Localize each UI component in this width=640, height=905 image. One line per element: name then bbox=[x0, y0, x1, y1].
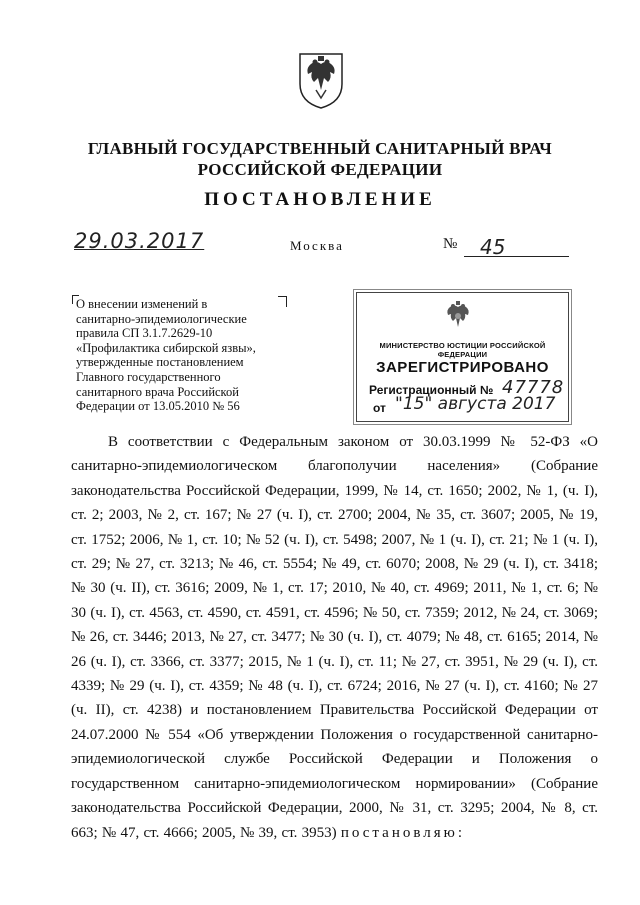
closing-word: постановляю: bbox=[340, 824, 465, 841]
authority-line-1: ГЛАВНЫЙ ГОСУДАРСТВЕННЫЙ САНИТАРНЫЙ ВРАЧ bbox=[87, 139, 553, 158]
stamp-registered: ЗАРЕГИСТРИРОВАНО bbox=[376, 359, 549, 376]
document-subject bbox=[76, 297, 291, 414]
stamp-reg-number: 47778 bbox=[502, 377, 565, 398]
document-number: 45 bbox=[480, 235, 506, 259]
subject-line: О внесении изменений в bbox=[76, 297, 208, 311]
subject-line: санитарного врача Российской bbox=[76, 384, 239, 399]
subject-line: «Профилактика сибирской язвы», bbox=[76, 340, 256, 355]
document-type-title: ПОСТАНОВЛЕНИЕ bbox=[204, 189, 436, 210]
stamp-from-label: от bbox=[373, 401, 386, 415]
subject-line: санитарно-эпидемиологические bbox=[76, 311, 247, 326]
authority-line-2: РОССИЙСКОЙ ФЕДЕРАЦИИ bbox=[197, 160, 443, 179]
stamp-ministry: МИНИСТЕРСТВО ЮСТИЦИИ РОССИЙСКОЙ ФЕДЕРАЦИИ bbox=[379, 341, 546, 359]
preamble-paragraph bbox=[71, 430, 598, 845]
preamble-text: В соответствии с Федеральным законом от 30.03.1999 № 52-ФЗ «О санитарно-эпидемиологическом благополучии населения» (Собрание законодательства Российской Федерации, 1999, № 14, ст. 1650; 2002, № 1, (ч. I), ст. 2; 2003, № 2, ст. 167; № 27 (ч. I), ст. 2700; 2004, № 35, ст. 3607; 2005, № 19, ст. 1752; 2006, № 1, ст. 10; № 52 (ч. I), ст. 5498; 2007, № 1 (ч. I), ст. 21; № 1 (ч. I), ст. 29; № 27, ст. 3213; № 46, ст. 5554; № 49, ст. 6070; 2008, № 29 (ч. I), ст. 3418; № 30 (ч. II), ст. 3616; 2009, № 1, ст. 17; 2010, № 40, ст. 4969; 2011, № 1, ст. 6; № 30 (ч. I), ст. 4563, ст. 4590, ст. 4591, ст. 4596; № 50, ст. 7359; 2012, № 24, ст. 3069; № 26, ст. 3446; 2013, № 27, ст. 3477; № 30 (ч. I), ст. 4079; № 48, ст. 6165; 2014, № 26 (ч. I), ст. 3366, ст. 3377; 2015, № 1 (ч. I), ст. 11; № 27, ст. 3951, № 29 (ч. I), ст. 4339; № 29 (ч. I), ст. 4359; № 48 (ч. I), ст. 6724; 2016, № 27 (ч. I), ст. 4160; № 27 (ч. II), ст. 4238) и постановлением Правительства Российской Федерации от 24.07.2000 № 554 «Об утверждении Положения о государственной санитарно-эпидемиологической службе Российской Федерации и Положения о государственном санитарно-эпидемиологическом нормировании» (Собрание законодательства Российской Федерации, 2000, № 31, ст. 3295; 2004, № 8, ст. 663; № 47, ст. 4666; 2005, № 39, ст. 3953) bbox=[71, 434, 598, 841]
subject-line: утвержденные постановлением bbox=[76, 355, 244, 370]
russian-coat-of-arms-icon bbox=[296, 50, 346, 110]
stamp-emblem-icon bbox=[441, 299, 475, 337]
subject-line: Федерации от 13.05.2010 № 56 bbox=[76, 399, 240, 414]
document-city: Москва bbox=[290, 238, 344, 253]
stamp-reg-label: Регистрационный № bbox=[369, 383, 494, 397]
number-label: № bbox=[443, 236, 458, 252]
subject-line: правила СП 3.1.7.2629-10 bbox=[76, 326, 213, 341]
document-date: 29.03.2017 bbox=[74, 229, 205, 253]
issuing-authority bbox=[0, 138, 640, 180]
registration-stamp bbox=[356, 292, 569, 422]
stamp-reg-date: "15" августа 2017 bbox=[395, 394, 556, 414]
subject-line: Главного государственного bbox=[76, 369, 221, 384]
